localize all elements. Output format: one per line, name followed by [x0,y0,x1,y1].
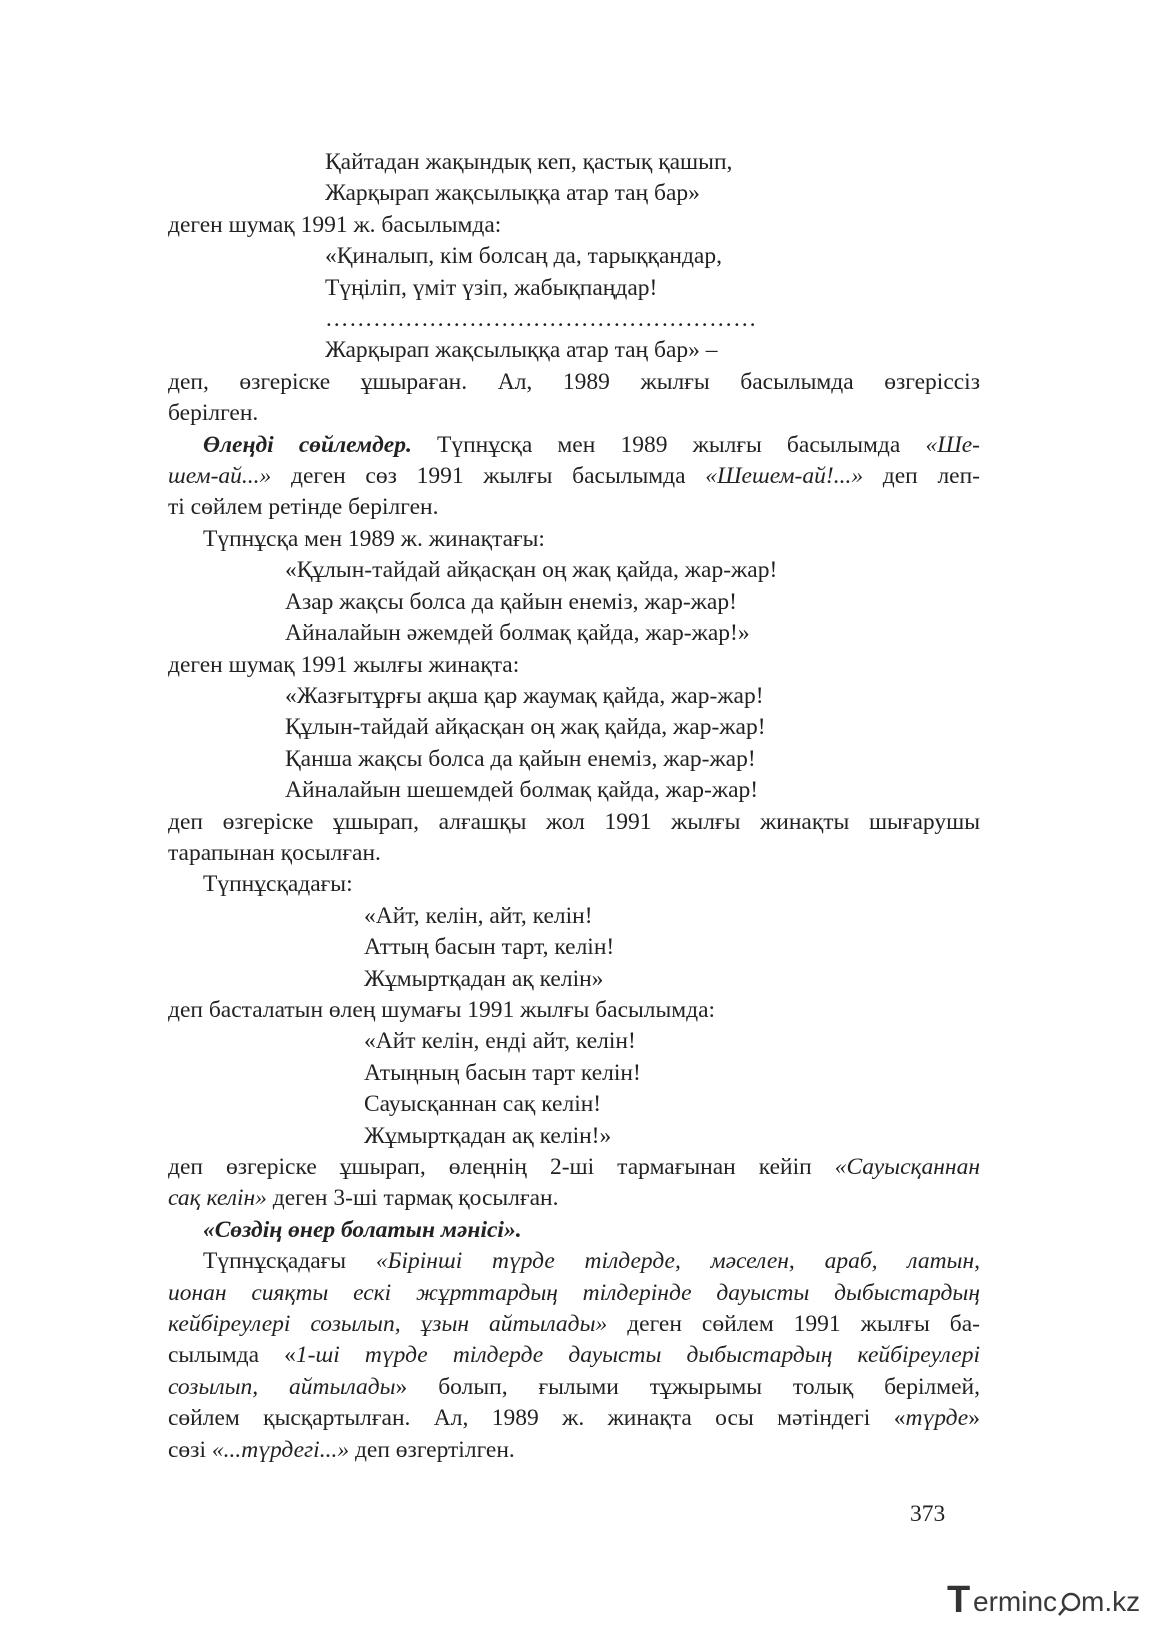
ellipsis-line: ……………………………………………… [325,306,757,333]
paragraph-line: кейбіреулері созылып, ұзын айтылады» деген сөйлем 1991 жылғы ба- [168,1311,981,1338]
text-line: Түпнұсқадағы: [203,871,353,898]
paragraph-line: сөзі «...түрдегі...» деп өзгертілген. [168,1436,515,1463]
verse-line: Құлын-тайдай айқасқан оң жақ қайда, жар-жар! [285,714,766,741]
svg-text:m.kz: m.kz [1081,1586,1141,1617]
verse-line: «Жазғытұрғы ақша қар жаумақ қайда, жар-жар! [285,682,764,709]
verse-line: Жұмыртқадан ақ келін!» [364,1122,612,1149]
text-line: деп, өзгеріске ұшыраған. Ал, 1989 жылғы басылымда өзгеріссіз [168,368,980,395]
page-number: 373 [910,1501,946,1527]
svg-text:T: T [947,1579,971,1621]
verse-line: Азар жақсы болса да қайын енеміз, жар-жар! [285,588,737,615]
svg-text:erminc: erminc [973,1586,1058,1617]
paragraph-line: шем-ай...» деген сөз 1991 жылғы басылымда «Шешем-ай!...» деп леп- [168,463,981,490]
section-heading: «Сөздің өнер болатын мәнісі». [203,1216,522,1243]
paragraph-line: созылып, айтылады» болып, ғылыми тұжырымы толық берілмей, [168,1373,980,1400]
paragraph-line: деп өзгеріске ұшырап, өлеңнің 2-ші тармағынан кейіп «Сауысқаннан [168,1154,980,1180]
verse-line: Жұмыртқадан ақ келін» [364,965,604,992]
verse-line: Қанша жақсы болса да қайын енеміз, жар-жар! [285,745,756,772]
text-line: деген шумақ 1991 жылғы жинақта: [168,651,520,678]
verse-line: Сауысқаннан сақ келін! [364,1091,602,1118]
verse-line: «Қиналып, кім болсаң да, тарыққандар, [325,243,722,270]
verse-line: Аттың басын тарт, келін! [364,934,615,961]
section-title: Өлеңді сөйлемдер. [203,431,412,458]
paragraph-line: ионан сияқты ескі жұрттардың тілдерінде дауысты дыбыстардың [168,1279,980,1306]
paragraph-line: ті сөйлем ретінде берілген. [168,494,439,521]
paragraph-line: Түпнұсқадағы «Бірінші түрде тілдерде, мәселен, араб, латын, [203,1248,980,1275]
verse-line: Қайтадан жақындық кеп, қастық қашып, [325,149,733,175]
verse-line: «Айт, келін, айт, келін! [364,902,593,929]
paragraph-line: сылымда «1-ші түрде тілдерде дауысты дыбыстардың кейбіреулері [168,1342,980,1369]
watermark-logo-graphic [945,1578,1145,1623]
text-line: деген шумақ 1991 ж. басылымда: [168,211,502,238]
verse-line: Айналайын әжемдей болмақ қайда, жар-жар!» [285,620,750,647]
text-line: деп өзгеріске ұшырап, алғашқы жол 1991 жылғы жинақты шығарушы [168,808,980,835]
paragraph-line: сөйлем қысқартылған. Ал, 1989 ж. жинақта осы мәтіндегі «түрде» [168,1405,980,1432]
verse-line: Атыңның басын тарт келін! [364,1059,641,1086]
paragraph-line: Өлеңді сөйлемдер. Түпнұсқа мен 1989 жылғы басылымда «Ше- [203,431,980,458]
verse-line: «Айт келін, енді айт, келін! [364,1028,636,1055]
verse-line: Жарқырап жақсылыққа атар таң бар» [325,180,700,207]
text-line: Түпнұсқа мен 1989 ж. жинақтағы: [203,525,545,552]
text-line: тарапынан қосылған. [168,839,381,866]
verse-line: «Құлын-тайдай айқасқан оң жақ қайда, жар-жар! [285,557,778,584]
verse-line: Айналайын шешемдей болмақ қайда, жар-жар! [285,777,759,804]
text-line: берілген. [168,400,259,427]
page-body [168,147,980,1466]
text-line: деп басталатын өлең шумағы 1991 жылғы басылымда: [168,996,716,1023]
verse-line: Түңіліп, үміт үзіп, жабықпаңдар! [325,274,658,301]
paragraph-line: сақ келін» деген 3-ші тармақ қосылған. [168,1185,559,1212]
verse-line: Жарқырап жақсылыққа атар таң бар» – [325,337,718,364]
watermark-logo [945,1578,1145,1623]
